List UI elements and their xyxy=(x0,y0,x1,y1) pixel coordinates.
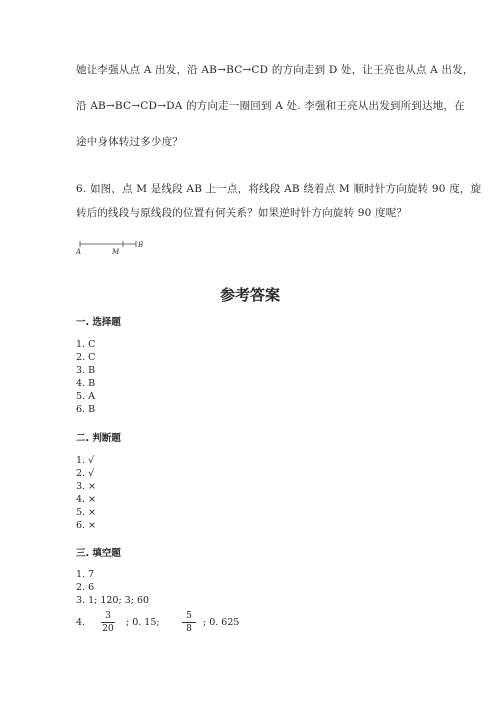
fraction-denominator: 20 xyxy=(102,624,114,634)
list-item: 6. × xyxy=(76,520,97,531)
list-item: 2. 6 xyxy=(76,582,95,593)
list-item: 4. B xyxy=(76,378,96,389)
judge-answer-list xyxy=(76,454,96,532)
list-item: 5. × xyxy=(76,507,97,518)
label-b: B xyxy=(138,241,144,249)
fraction-numerator: 5 xyxy=(186,611,192,621)
list-item: 2. C xyxy=(76,352,96,363)
list-item: 3. × xyxy=(76,481,97,492)
problem6-line1: 6. 如图，点 M 是线段 AB 上一点，将线段 AB 绕着点 M 顺时针方向旋转 90 度，旋 xyxy=(76,183,482,195)
label-a: A xyxy=(76,248,82,256)
fill-item4-suffix: ; 0. 625 xyxy=(203,617,240,628)
problem5-line2: 沿 AB→BC→CD→DA 的方向走一圈回到 A 处. 李强和王亮从出发到所到达地，在 xyxy=(76,100,465,112)
fill-item4-mid: ; 0. 15; xyxy=(126,617,160,628)
fraction-3-20 xyxy=(101,611,115,634)
list-item: 3. 1; 120; 3; 60 xyxy=(76,595,150,606)
problem5-line1: 她让李强从点 A 出发，沿 AB→BC→CD 的方向走到 D 处，让王亮也从点 A 出发， xyxy=(76,64,474,76)
list-item: 1. C xyxy=(76,339,96,350)
list-item: 3. B xyxy=(76,365,96,376)
problem6-line2: 转后的线段与原线段的位置有何关系？如果逆时针方向旋转 90 度呢？ xyxy=(76,207,408,219)
list-item: 6. B xyxy=(76,404,96,415)
fraction-5-8 xyxy=(182,611,196,634)
fill-answer-list xyxy=(76,568,149,607)
list-item: 4. × xyxy=(76,494,97,505)
segment-figure xyxy=(74,238,154,258)
fraction-numerator: 3 xyxy=(105,611,111,621)
section-choice-heading: 一. 选择题 xyxy=(76,317,121,328)
fill-item4-prefix: 4. xyxy=(76,617,86,628)
choice-answer-list xyxy=(76,338,95,416)
fraction-denominator: 8 xyxy=(186,624,192,634)
answer-title: 参考答案 xyxy=(219,286,280,304)
section-judge-heading: 二. 判断题 xyxy=(76,433,121,444)
list-item: 5. A xyxy=(76,391,95,402)
list-item: 1. √ xyxy=(76,455,95,466)
list-item: 2. √ xyxy=(76,468,95,479)
label-m: M xyxy=(112,248,120,256)
list-item: 1. 7 xyxy=(76,569,95,580)
problem5-line3: 途中身体转过多少度？ xyxy=(76,136,183,148)
section-fill-heading: 三. 填空题 xyxy=(76,548,121,559)
